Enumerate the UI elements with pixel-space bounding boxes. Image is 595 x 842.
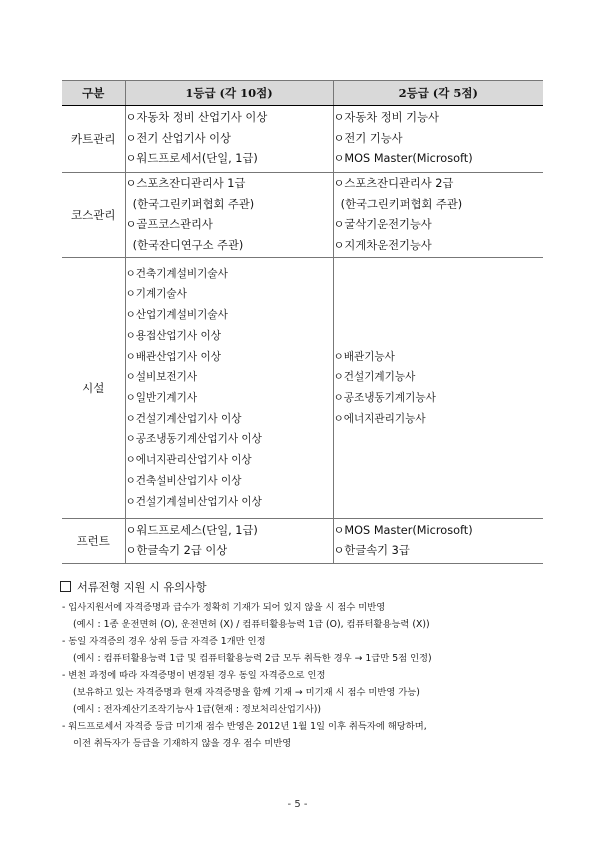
grade2-cell xyxy=(333,519,543,564)
grade2-list xyxy=(334,174,544,256)
page-number: - 5 - xyxy=(287,799,308,810)
list-item: ㅇ배관산업기사 이상 xyxy=(125,350,221,363)
list-item: ㅇ건설기계기능사 xyxy=(333,371,416,384)
category-cell: 코스관리 xyxy=(62,173,125,258)
table-row-front xyxy=(62,519,543,564)
notes-heading-text: 서류전형 지원 시 유의사항 xyxy=(77,581,207,594)
note-line: 이전 취득자가 등급을 기재하지 않을 경우 점수 미반영 xyxy=(73,738,292,749)
list-item: ㅇ건설기계설비산업기사 이상 xyxy=(125,495,262,508)
note-line: - 변천 과정에 따라 자격증명이 변경된 경우 동일 자격증으로 인정 xyxy=(62,670,326,681)
list-item: ㅇ한글속기 2급 이상 xyxy=(125,544,228,557)
list-item: ㅇ스포츠잔디관리사 1급 xyxy=(125,177,246,190)
grade1-cell xyxy=(125,106,333,173)
note-line: - 입사지원서에 자격증명과 급수가 정확히 기재가 되어 있지 않을 시 점수 미반영 xyxy=(62,602,386,613)
header-grade1: 1등급 (각 10점) xyxy=(125,81,333,106)
note-line: (예시 : 1종 운전면허 (O), 운전면허 (X) / 컴퓨터활용능력 1급 (O), 컴퓨터활용능력 (X)) xyxy=(73,619,430,630)
list-item: ㅇ자동차 정비 산업기사 이상 xyxy=(125,111,268,125)
header-category: 구분 xyxy=(62,81,125,106)
application-notes xyxy=(60,580,540,752)
list-item: ㅇ골프코스관리사 xyxy=(125,218,213,231)
table-row-cart xyxy=(62,106,543,173)
list-item: ㅇ한글속기 3급 xyxy=(333,544,410,557)
notes-heading xyxy=(60,580,540,596)
list-item: ㅇ용접산업기사 이상 xyxy=(125,329,221,342)
grade1-list xyxy=(126,264,333,512)
table-row-course xyxy=(62,173,543,258)
list-item: ㅇ지게차운전기능사 xyxy=(333,238,432,252)
grade2-cell xyxy=(333,106,543,173)
grade2-cell xyxy=(333,258,543,519)
list-item: ㅇMOS Master(Microsoft) xyxy=(333,523,473,537)
list-item: ㅇ워드프로세서(단일, 1급) xyxy=(125,152,258,166)
note-line: (보유하고 있는 자격증명과 현재 자격증명을 함께 기재 → 미기재 시 점수 미반영 가능) xyxy=(73,687,420,698)
category-cell: 카트관리 xyxy=(62,106,125,173)
list-item: ㅇ에너지관리기능사 xyxy=(333,412,426,425)
grade1-list xyxy=(126,521,333,562)
list-item: ㅇ건축기계설비기술사 xyxy=(125,267,228,280)
grade2-cell xyxy=(333,173,543,258)
certificate-score-table xyxy=(62,80,543,564)
category-cell: 시설 xyxy=(62,258,125,519)
category-cell: 프런트 xyxy=(62,519,125,564)
list-item: ㅇ기계기술사 xyxy=(125,288,187,301)
grade1-cell xyxy=(125,519,333,564)
list-item: ㅇ산업기계설비기술사 xyxy=(125,309,228,322)
list-item: ㅇMOS Master(Microsoft) xyxy=(333,152,473,166)
list-item: ㅇ전기 산업기사 이상 xyxy=(125,131,231,145)
table-row-facility xyxy=(62,258,543,519)
note-line: - 워드프로세서 자격증 등급 미기재 점수 반영은 2012년 1월 1일 이후 취득자에 해당하며, xyxy=(62,721,427,732)
list-item: ㅇ자동차 정비 기능사 xyxy=(333,111,439,125)
list-item: ㅇ굴삭기운전기능사 xyxy=(333,218,432,231)
grade2-list xyxy=(334,347,544,430)
list-item: ㅇ스포츠잔디관리사 2급 xyxy=(333,177,454,190)
note-line: (예시 : 컴퓨터활용능력 1급 및 컴퓨터활용능력 2급 모두 취득한 경우 → 1급만 5점 인정) xyxy=(73,653,432,664)
note-line: (예시 : 전자계산기조작기능사 1급(현재 : 정보처리산업기사)) xyxy=(73,704,322,715)
list-item: ㅇ배관기능사 xyxy=(333,350,395,363)
list-item: ㅇ에너지관리산업기사 이상 xyxy=(125,454,252,467)
list-item: ㅇ전기 기능사 xyxy=(333,131,403,145)
grade1-cell xyxy=(125,173,333,258)
checkbox-square-icon xyxy=(60,581,71,592)
header-grade2: 2등급 (각 5점) xyxy=(333,81,543,106)
table-header-row xyxy=(62,81,543,106)
grade1-list xyxy=(126,108,333,170)
list-item: (한국그린키퍼협회 주관) xyxy=(125,197,255,211)
list-item: (한국그린키퍼협회 주관) xyxy=(333,197,463,211)
list-item: ㅇ공조냉동기계기능사 xyxy=(333,392,436,404)
list-item: ㅇ일반기계기사 xyxy=(125,392,198,404)
note-line: - 동일 자격증의 경우 상위 등급 자격증 1개만 인정 xyxy=(62,636,266,647)
grade2-list xyxy=(334,108,544,170)
list-item: ㅇ설비보전기사 xyxy=(125,371,198,384)
grade1-list xyxy=(126,174,333,256)
list-item: (한국잔디연구소 주관) xyxy=(125,238,244,252)
grade2-list xyxy=(334,521,544,562)
list-item: ㅇ공조냉동기계산업기사 이상 xyxy=(125,433,262,446)
list-item: ㅇ건축설비산업기사 이상 xyxy=(125,474,242,487)
list-item: ㅇ워드프로세스(단일, 1급) xyxy=(125,523,258,537)
list-item: ㅇ건설기계산업기사 이상 xyxy=(125,412,242,425)
grade1-cell xyxy=(125,258,333,519)
